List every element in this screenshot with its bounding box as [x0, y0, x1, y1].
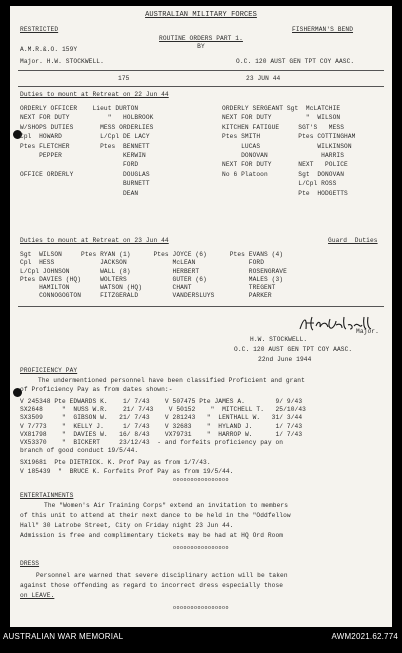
dress-line: against those offending as regard to incorrect dress especially those — [20, 582, 284, 589]
roster-line: HAMILTON WATSON (HQ) CHANT TREGENT — [20, 284, 276, 292]
duty-line: KITCHEN FATIGUE SGT'S MESS — [222, 123, 345, 131]
roster-line: L/Cpl JOHNSON WALL (8) HERBERT ROSENGRAVE — [20, 267, 287, 275]
by-label: BY — [197, 43, 205, 50]
duty-line: Cpl HOWARD L/Cpl DE LACY — [20, 133, 150, 141]
divider — [18, 306, 384, 307]
routine-orders-title: ROUTINE ORDERS PART 1. — [159, 35, 243, 42]
proficiency-intro: of Proficiency Pay as from dates shown:- — [20, 386, 173, 393]
proficiency-row: SX19681 Pte DIETRICK. K. Prof Pay as from 1/7/43. — [20, 459, 211, 466]
dress-line: on LEAVE. — [20, 592, 55, 599]
duty-line: W/SHOPS DUTIES MESS ORDERLIES — [20, 123, 154, 131]
archive-credit: AUSTRALIAN WAR MEMORIAL — [3, 632, 124, 641]
entertainment-line: of this unit to attend at their next dance to be held in the "Oddfellow — [20, 512, 291, 519]
roster-line: Sgt WILSON Ptes RYAN (1) Ptes JOYCE (6) Ptes EVANS (4) — [20, 251, 284, 258]
duties-left-column — [20, 104, 153, 198]
divider — [18, 86, 384, 87]
duty-line: PEPPER KERWIN — [20, 152, 146, 160]
duty-line: BURNETT — [20, 180, 150, 188]
duty-line: OFFICE ORDERLY DOUGLAS — [20, 170, 150, 178]
location: FISHERMAN'S BEND — [292, 26, 354, 33]
guard-duties-label: Guard Duties — [328, 237, 378, 244]
section-heading-entertainments: ENTERTAINMENTS — [20, 492, 74, 499]
proficiency-table — [20, 398, 306, 455]
order-number: 175 — [118, 75, 130, 82]
entertainment-line: The "Women's Air Training Corps" extend an invitation to members — [44, 502, 289, 509]
duty-line: Pte HODGETTS — [222, 189, 348, 197]
proficiency-row: SX2648 " NUSS W.R. 21/ 7/43 V 50152 " MITCHELL T. 25/10/43 — [20, 406, 306, 414]
duty-line: No 6 Platoon Sgt DONOVAN — [222, 170, 345, 178]
duty-line: NEXT FOR DUTY " WILSON — [222, 114, 341, 122]
officer-role: O.C. 120 AUST GEN TPT COY AASC. — [236, 58, 355, 65]
entertainment-line: Admission is free and complimentary tickets may be had at HQ Ord Room — [20, 532, 284, 539]
proficiency-adjustments — [20, 458, 234, 476]
entertainment-line: Hall" 30 Latrobe Street, City on Friday night 23 Jun 44. — [20, 522, 234, 529]
duty-line: DEAN — [20, 189, 139, 197]
proficiency-row: V 7/773 " KELLY J. 1/ 7/43 V 32683 " HYLAND J. 1/ 7/43 — [20, 422, 303, 430]
proficiency-row: VX53370 " BICKERT 23/12/43 - and forfeits proficiency pay on — [20, 439, 284, 447]
catalogue-number: AWM2021.62.774 — [331, 632, 398, 641]
duty-line: L/Cpl ROSS — [222, 180, 337, 188]
guard-roster — [20, 251, 287, 301]
duty-line: Ptes FLETCHER Ptes BENNETT — [20, 142, 150, 150]
duty-line: ORDERLY SERGEANT Sgt McLATCHIE — [222, 105, 341, 112]
duty-line: ORDERLY OFFICER Lieut DURTON — [20, 105, 139, 112]
dress-line: Personnel are warned that severe disciplinary action will be taken — [36, 572, 288, 579]
proficiency-row: V 185439 " BRUCE K. Forfeits Prof Pay as from 19/5/44. — [20, 468, 234, 475]
document-title: AUSTRALIAN MILITARY FORCES — [145, 11, 257, 19]
proficiency-row: branch of good conduct 19/5/44. — [20, 447, 139, 455]
duties-heading: Duties to mount at Retreat on 22 Jun 44 — [20, 91, 169, 98]
signatory-unit: O.C. 120 AUST GEN TPT COY AASC. — [234, 346, 353, 353]
proficiency-row: SX3509 " GIBSON W. 21/ 7/43 V 281243 " LENTHALL W. 31/ 3/44 — [20, 414, 303, 422]
section-heading-dress: DRESS — [20, 560, 40, 567]
proficiency-row: V 245348 Pte EDWARDS K. 1/ 7/43 V 507475 Pte JAMES A. 9/ 9/43 — [20, 398, 303, 405]
duties-right-column — [222, 104, 355, 198]
officer-name: Major. H.W. STOCKWELL. — [20, 58, 104, 65]
section-separator: oooooooooooooooo — [172, 605, 229, 611]
duty-line: LUCAS WILKINSON — [222, 142, 352, 150]
section-separator: oooooooooooooooo — [172, 545, 229, 551]
signature-date: 22nd June 1944 — [258, 356, 312, 363]
roster-line: Ptes DAVIES (HQ) WOLTERS GUTER (6) MALES (3) — [20, 275, 284, 283]
order-date: 23 JUN 44 — [246, 75, 281, 82]
unit-reference: A.M.R.&.O. 159Y — [20, 46, 78, 53]
duty-line: DONOVAN HARRIS — [222, 152, 345, 160]
classification: RESTRICTED — [20, 26, 59, 33]
proficiency-row: VX81798 " DAVIES W. 16/ 8/43 VX79731 " HARROP W. 1/ 7/43 — [20, 430, 303, 438]
duty-line: NEXT FOR DUTY NEXT POLICE — [222, 161, 348, 169]
section-heading-proficiency: PROFICIENCY PAY — [20, 367, 78, 374]
roster-line: Cpl HESS JACKSON McLEAN FORD — [20, 259, 265, 267]
section-separator: oooooooooooooooo — [172, 477, 229, 483]
divider — [18, 70, 384, 71]
duty-line: Ptes SMITH Ptes COTTINGHAM — [222, 133, 356, 141]
signatory-name: H.W. STOCKWELL. — [250, 336, 308, 343]
roster-line: CONNOGOGTON FITZGERALD VANDERSLUYS PARKER — [20, 292, 272, 300]
document-page — [10, 6, 392, 627]
guard-duties-heading: Duties to mount at Retreat on 23 Jun 44 — [20, 237, 169, 244]
duty-line: NEXT FOR DUTY " HOLBROOK — [20, 114, 154, 122]
proficiency-intro: The undermentioned personnel have been classified Proficient and grant — [38, 377, 305, 384]
signatory-rank: Major. — [356, 328, 379, 335]
duty-line: FORD — [20, 161, 139, 169]
